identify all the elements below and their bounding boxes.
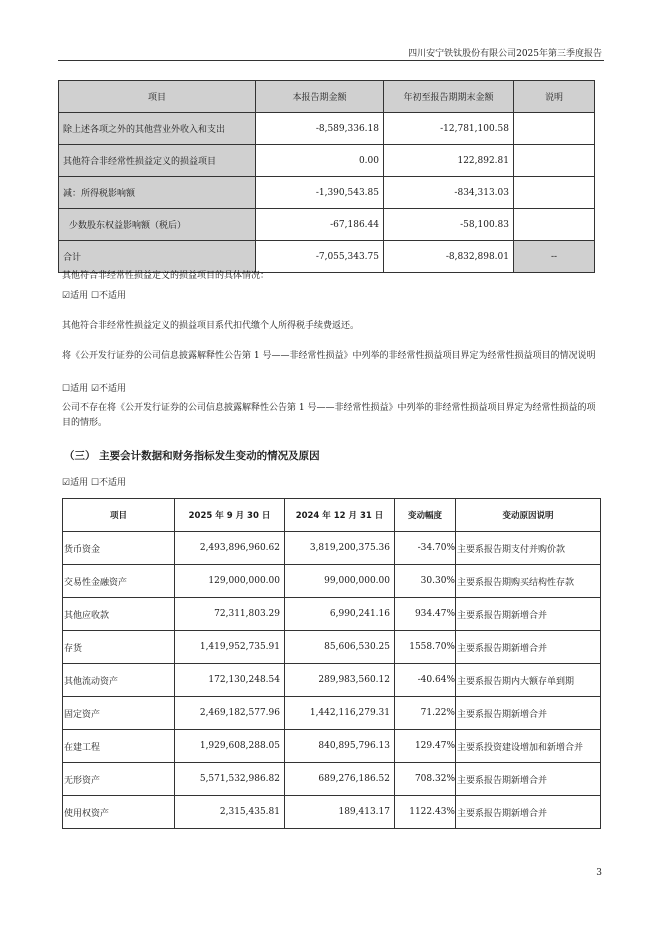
applicability-checkboxes-2 — [62, 382, 602, 397]
current-balance-cell: 5,571,532,986.82 — [175, 763, 285, 796]
table-header-row — [63, 499, 601, 532]
not-applicable-label: 不适用 — [99, 478, 127, 488]
current-balance-cell: 1,419,952,735.91 — [175, 631, 285, 664]
change-cell: -34.70% — [395, 532, 456, 565]
table-row — [63, 631, 601, 664]
table-row — [59, 113, 595, 145]
paragraph-other-items-detail: 其他符合非经常性损益定义的损益项目系代扣代缴个人所得税手续费返还。 — [62, 321, 360, 331]
item-cell: 存货 — [63, 631, 175, 664]
table-row — [59, 145, 595, 177]
current-balance-cell: 172,130,248.54 — [175, 664, 285, 697]
checked-checkbox[interactable]: ☑ — [90, 384, 100, 394]
table-row — [63, 763, 601, 796]
table-total-row — [59, 241, 595, 273]
reason-cell: 主要系报告期支付并购价款 — [456, 532, 601, 565]
item-cell: 使用权资产 — [63, 796, 175, 829]
applicable-label: 适用 — [70, 291, 89, 301]
page-number: 3 — [596, 868, 602, 878]
current-amount-cell: 0.00 — [256, 145, 384, 177]
current-balance-cell: 2,469,182,577.96 — [175, 697, 285, 730]
prior-balance-cell: 840,895,796.13 — [285, 730, 395, 763]
note-cell — [514, 177, 595, 209]
current-amount-cell: -7,055,343.75 — [256, 241, 384, 273]
item-cell: 其他流动资产 — [63, 664, 175, 697]
table-row — [63, 730, 601, 763]
column-header: 项目 — [63, 499, 175, 532]
note-cell — [514, 113, 595, 145]
item-cell: 固定资产 — [63, 697, 175, 730]
applicability-checkboxes-1 — [62, 289, 602, 304]
ytd-amount-cell: 122,892.81 — [384, 145, 514, 177]
section-heading: （三） 主要会计数据和财务指标发生变动的情况及原因 — [64, 450, 320, 462]
paragraph-other-items-heading: 其他符合非经常性损益定义的损益项目的具体情况： — [62, 271, 270, 281]
applicable-label: 适用 — [70, 478, 89, 488]
prior-balance-cell: 1,442,116,279.31 — [285, 697, 395, 730]
unchecked-checkbox[interactable]: ☐ — [62, 384, 71, 394]
applicability-checkboxes-3 — [62, 476, 602, 491]
column-header: 项目 — [59, 81, 256, 113]
ytd-amount-cell: -58,100.83 — [384, 209, 514, 241]
table-row — [59, 209, 595, 241]
item-cell: 其他应收款 — [63, 598, 175, 631]
current-amount-cell: -8,589,336.18 — [256, 113, 384, 145]
paragraph-classification-note: 将《公开发行证券的公司信息披露解释性公告第 1 号——非经常性损益》中列举的非经常性损益项目界定为经常性损益项目的情况说明 — [62, 351, 596, 361]
current-balance-cell: 72,311,803.29 — [175, 598, 285, 631]
current-amount-cell: -1,390,543.85 — [256, 177, 384, 209]
column-header: 本报告期金额 — [256, 81, 384, 113]
table-header-row — [59, 81, 595, 113]
item-cell: 除上述各项之外的其他营业外收入和支出 — [59, 113, 256, 145]
applicable-label: 适用 — [70, 384, 89, 394]
checked-checkbox[interactable]: ☑ — [62, 291, 71, 301]
reason-cell: 主要系投资建设增加和新增合并 — [456, 730, 601, 763]
current-balance-cell: 2,493,896,960.62 — [175, 532, 285, 565]
ytd-amount-cell: -8,832,898.01 — [384, 241, 514, 273]
item-cell: 无形资产 — [63, 763, 175, 796]
change-cell: 71.22% — [395, 697, 456, 730]
prior-balance-cell: 6,990,241.16 — [285, 598, 395, 631]
change-cell: 1558.70% — [395, 631, 456, 664]
current-balance-cell: 129,000,000.00 — [175, 565, 285, 598]
ytd-amount-cell: -12,781,100.58 — [384, 113, 514, 145]
prior-balance-cell: 289,983,560.12 — [285, 664, 395, 697]
reason-cell: 主要系报告期新增合并 — [456, 631, 601, 664]
table-row — [63, 598, 601, 631]
reason-cell: 主要系报告期内大额存单到期 — [456, 664, 601, 697]
not-applicable-label: 不适用 — [99, 384, 127, 394]
prior-balance-cell: 189,413.17 — [285, 796, 395, 829]
unchecked-checkbox[interactable]: ☐ — [90, 478, 100, 488]
current-amount-cell: -67,186.44 — [256, 209, 384, 241]
table-row — [63, 796, 601, 829]
note-cell: -- — [514, 241, 595, 273]
note-cell — [514, 145, 595, 177]
item-cell: 其他符合非经常性损益定义的损益项目 — [59, 145, 256, 177]
table-row — [63, 565, 601, 598]
prior-balance-cell: 3,819,200,375.36 — [285, 532, 395, 565]
not-applicable-label: 不适用 — [99, 291, 127, 301]
note-cell — [514, 209, 595, 241]
column-header: 变动幅度 — [395, 499, 456, 532]
item-cell: 少数股东权益影响额（税后） — [59, 209, 256, 241]
item-cell: 交易性金融资产 — [63, 565, 175, 598]
non-recurring-items-table — [58, 80, 595, 273]
change-cell: 30.30% — [395, 565, 456, 598]
column-header: 变动原因说明 — [456, 499, 601, 532]
header-divider — [58, 60, 604, 61]
item-cell: 在建工程 — [63, 730, 175, 763]
key-data-changes-table — [62, 498, 601, 829]
change-cell: 708.32% — [395, 763, 456, 796]
current-balance-cell: 2,315,435.81 — [175, 796, 285, 829]
item-cell: 货币资金 — [63, 532, 175, 565]
paragraph-no-classification: 公司不存在将《公开发行证券的公司信息披露解释性公告第 1 号——非经常性损益》中列举的非经常性损益项目界定为经常性损益的项目的情形。 — [62, 403, 596, 428]
table-row — [63, 697, 601, 730]
prior-balance-cell: 689,276,186.52 — [285, 763, 395, 796]
table-row — [59, 177, 595, 209]
reason-cell: 主要系报告期购买结构性存款 — [456, 565, 601, 598]
reason-cell: 主要系报告期新增合并 — [456, 796, 601, 829]
column-header: 年初至报告期期末金额 — [384, 81, 514, 113]
prior-balance-cell: 85,606,530.25 — [285, 631, 395, 664]
change-cell: 129.47% — [395, 730, 456, 763]
report-header-title: 四川安宁铁钛股份有限公司2025年第三季度报告 — [408, 49, 602, 59]
checked-checkbox[interactable]: ☑ — [62, 478, 71, 488]
column-header: 2024 年 12 月 31 日 — [285, 499, 395, 532]
reason-cell: 主要系报告期新增合并 — [456, 697, 601, 730]
prior-balance-cell: 99,000,000.00 — [285, 565, 395, 598]
table-row — [63, 664, 601, 697]
reason-cell: 主要系报告期新增合并 — [456, 763, 601, 796]
unchecked-checkbox[interactable]: ☐ — [90, 291, 100, 301]
current-balance-cell: 1,929,608,288.05 — [175, 730, 285, 763]
change-cell: 934.47% — [395, 598, 456, 631]
reason-cell: 主要系报告期新增合并 — [456, 598, 601, 631]
column-header: 说明 — [514, 81, 595, 113]
change-cell: -40.64% — [395, 664, 456, 697]
ytd-amount-cell: -834,313.03 — [384, 177, 514, 209]
item-cell: 合计 — [59, 241, 256, 273]
item-cell: 减：所得税影响额 — [59, 177, 256, 209]
table-row — [63, 532, 601, 565]
column-header: 2025 年 9 月 30 日 — [175, 499, 285, 532]
change-cell: 1122.43% — [395, 796, 456, 829]
